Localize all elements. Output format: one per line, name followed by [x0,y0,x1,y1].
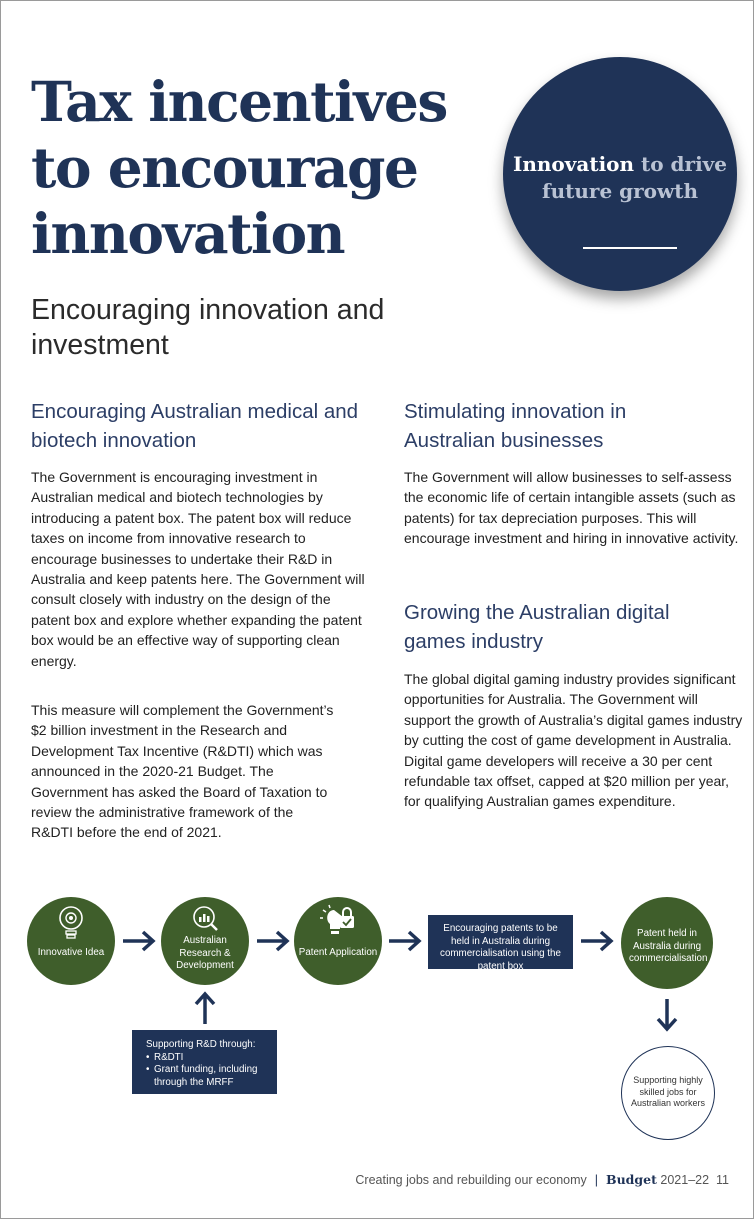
right-paragraph-1: The Government will allow businesses to self-assess the economic life of certain intangible assets (such as patents) for tax depreciation purposes. This will encourage investment and hiring in innovative activity. [404,469,739,547]
supporting-rd-list [146,1052,277,1090]
footer-budget: Budget [606,1172,657,1187]
right-heading-1: Stimulating innovation in Australian businesses [404,400,627,452]
right-paragraph-2: The global digital gaming industry provides significant opportunities for Australia. The Government will support the growth of Australia’s digital games industry by cutting the cost of game development in Australia. Digital game developers will receive a 30 per cent refundable tax offset, capped at $20 million per year, for qualifying Australian games expenditure. [404,671,743,810]
theme-badge-rest: to drive future growth [541,152,728,203]
lightbulb-icon [56,905,86,941]
page-title: Tax incentives to encourage innovation [31,69,447,266]
supporting-rd-box [132,1030,277,1094]
left-heading: Encouraging Australian medical and biotech innovation [31,400,359,452]
page-number: 11 [716,1173,729,1187]
supporting-rd-item: • Grant funding, including through the MRFF [146,1064,277,1089]
flow-node-encouraging-patents [428,915,573,972]
flow-node-patent-application-label: Patent Application [298,947,378,958]
flow-node-encouraging-patents-label: Encouraging patents to be held in Australia during commercialisation using the patent box [440,923,561,972]
chart-magnifier-icon [191,905,219,933]
flow-arrow-right-icon [387,929,423,953]
footer-separator: | [594,1173,599,1187]
theme-badge-emphasis: Innovation [512,152,635,176]
flow-node-supporting-jobs-label: Supporting highly skilled jobs for Australian workers [630,1075,706,1108]
lightbulb-lock-icon [320,904,356,940]
flow-node-innovative-idea-label: Innovative Idea [37,947,105,958]
right-heading-2: Growing the Australian digital games industry [404,601,670,653]
flow-node-patent-held-label: Patent held in Australia during commercialisation [629,928,708,964]
flow-node-research-development [161,897,249,985]
theme-badge-underline [583,247,677,249]
flow-arrow-up-icon [193,990,217,1026]
flow-arrow-right-icon [255,929,291,953]
flow-node-innovative-idea [27,897,115,985]
footer-text: Creating jobs and rebuilding our economy [355,1173,587,1187]
flow-node-patent-held [621,897,713,989]
supporting-rd-title: Supporting R&D through: [146,1039,256,1050]
flow-node-supporting-jobs [621,1046,715,1140]
flow-node-patent-application [294,897,382,985]
theme-badge [503,57,737,291]
theme-badge-text [503,151,737,205]
left-paragraph-2: This measure will complement the Government’s $2 billion investment in the Research and Development Tax Incentive (R&DTI) which was announced in the 2020-21 Budget. The Government has asked the Board of Taxation to review the administrative framework of the R&DTI before the end of 2021. [31,702,334,841]
flow-arrow-right-icon [121,929,157,953]
page-footer [355,1172,729,1187]
flow-arrow-right-icon [579,929,615,953]
flow-arrow-down-icon [655,997,679,1033]
left-paragraph-1: The Government is encouraging investment in Australian medical and biotech technologies by introducing a patent box. The patent box will reduce taxes on income from innovative research to encourage businesses to undertake their R&D in Australia and keep patents here. The Government will consult closely with industry on the design of the patent box and explore whether expanding the patent box would be an effective way of supporting clean energy. [31,469,365,669]
flow-node-research-development-label: Australian Research & Development [176,935,234,971]
footer-year: 2021–22 [660,1173,710,1187]
supporting-rd-item: • R&DTI [146,1052,277,1065]
page-subtitle: Encouraging innovation and investment [31,294,385,361]
